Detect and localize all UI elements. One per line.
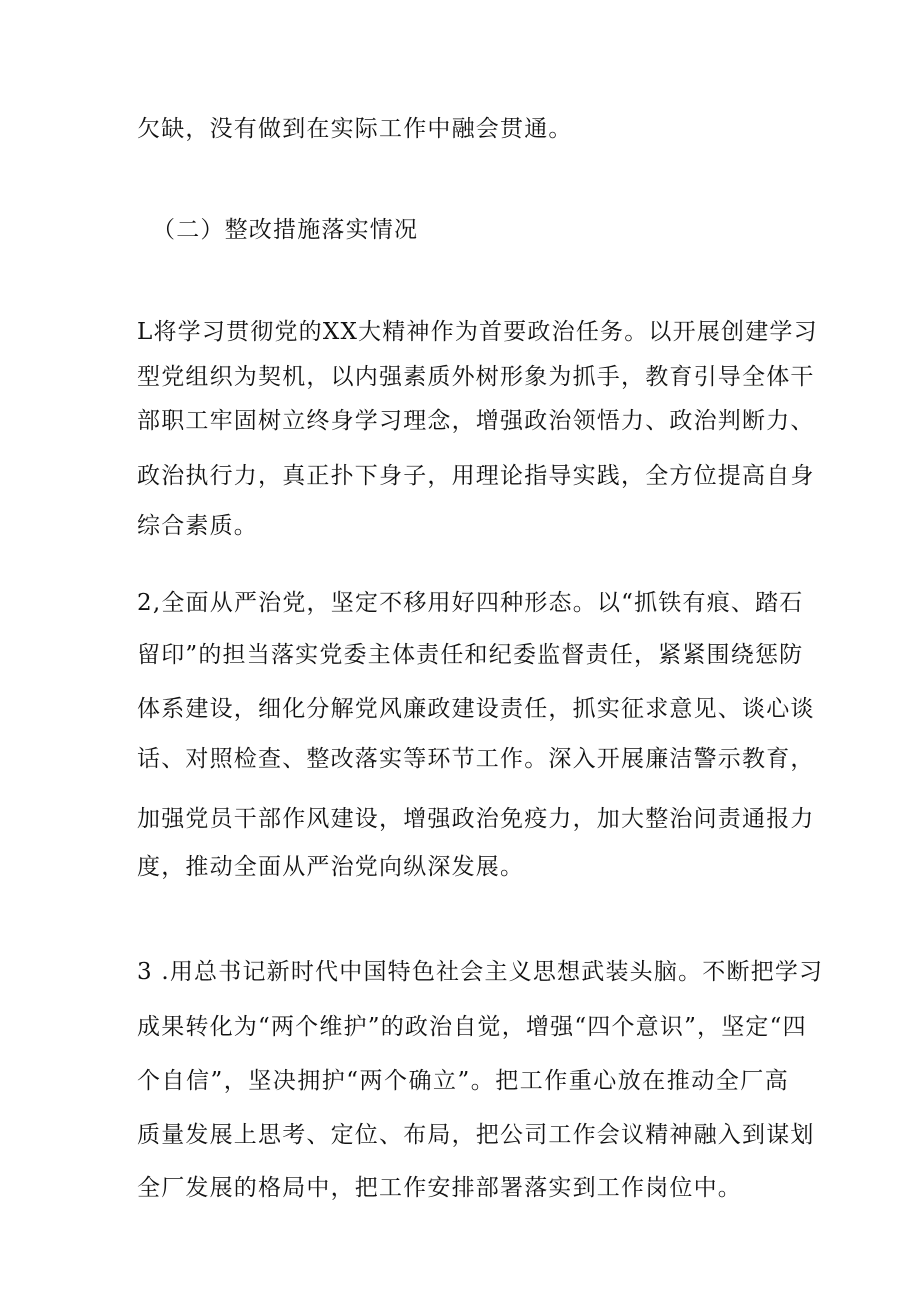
section-heading: （二）整改措施落实情况 <box>152 217 419 243</box>
continuation-line: 欠缺，没有做到在实际工作中融会贯通。 <box>137 116 573 142</box>
paragraph-line: 质量发展上思考、定位、布局，把公司工作会议精神融入到谋划 <box>137 1122 815 1148</box>
paragraph-line: 2,全面从严治党，坚定不移用好四种形态。以“抓铁有痕、踏石 <box>137 590 804 616</box>
paragraph-line: 度，推动全面从严治党向纵深发展。 <box>137 854 525 880</box>
paragraph-line: 个自信”，坚决拥护“两个确立”。把工作重心放在推动全厂高 <box>137 1068 789 1094</box>
paragraph-line: 部职工牢固树立终身学习理念，增强政治领悟力、政治判断力、 <box>137 408 815 434</box>
paragraph-line: 留印”的担当落实党委主体责任和纪委监督责任，紧紧围绕惩防 <box>137 642 804 668</box>
paragraph-line: 3 .用总书记新时代中国特色社会主义思想武装头脑。不断把学习 <box>137 959 824 985</box>
paragraph-line: L将学习贯彻党的XX大精神作为首要政治任务。以开展创建学习 <box>137 319 818 345</box>
paragraph-line: 话、对照检查、整改落实等环节工作。深入开展廉洁警示教育， <box>137 746 815 772</box>
paragraph-line: 型党组织为契机，以内强素质外树形象为抓手，教育引导全体干 <box>137 364 815 390</box>
paragraph-line: 政治执行力，真正扑下身子，用理论指导实践，全方位提高自身 <box>137 463 815 489</box>
paragraph-line: 综合素质。 <box>137 513 258 539</box>
paragraph-line: 体系建设，细化分解党风廉政建设责任，抓实征求意见、谈心谈 <box>137 696 815 722</box>
paragraph-line: 成果转化为“两个维护”的政治自觉，增强“四个意识”，坚定“四 <box>137 1014 807 1040</box>
paragraph-line: 全厂发展的格局中，把工作安排部署落实到工作岗位中。 <box>137 1175 742 1201</box>
paragraph-line: 加强党员干部作风建设，增强政治免疫力，加大整治问责通报力 <box>137 806 815 832</box>
